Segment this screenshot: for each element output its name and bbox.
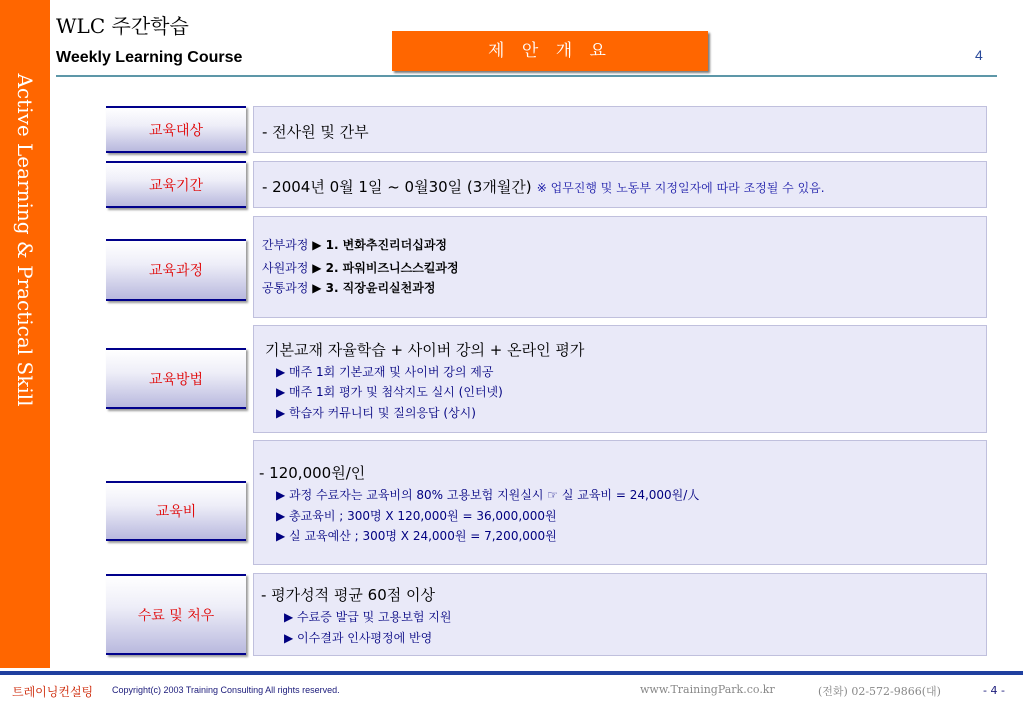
content-method xyxy=(253,325,987,433)
footer-url[interactable]: www.TrainingPark.co.kr xyxy=(640,683,775,696)
section-title-box: 제 안 개 요 xyxy=(392,31,708,71)
footer-copyright: Copyright(c) 2003 Training Consulting All rights reserved. xyxy=(112,685,340,695)
course-name: ▶ 1. 변화추진리더십과정 xyxy=(312,238,448,252)
method-item: ▶ 매주 1회 기본교재 및 사이버 강의 제공 xyxy=(276,365,494,379)
completion-item: ▶ 수료증 발급 및 고용보험 지원 xyxy=(284,610,452,624)
footer-brand: 트레이닝컨설팅 xyxy=(12,685,94,699)
course-name: ▶ 3. 직장윤리실천과정 xyxy=(312,281,436,295)
fee-headline: - 120,000원/인 xyxy=(259,464,366,482)
fee-item: ▶ 과정 수료자는 교육비의 80% 고용보험 지원실시 ☞ 실 교육비 = 24,000원/人 xyxy=(276,488,700,502)
course-item xyxy=(262,236,447,253)
footer-rule xyxy=(0,671,1023,675)
page-number: 4 xyxy=(975,47,983,63)
course-group: 사원과정 xyxy=(262,261,313,275)
page-subtitle: Weekly Learning Course xyxy=(56,49,243,66)
side-tagline: Active Learning & Practical Skill xyxy=(13,73,37,407)
period-main: - 2004년 0월 1일 ~ 0월30일 (3개월간) xyxy=(262,178,532,196)
content-target xyxy=(253,106,987,153)
method-item: ▶ 매주 1회 평가 및 첨삭지도 실시 (인터넷) xyxy=(276,385,503,399)
course-name: ▶ 2. 파워비즈니스스킬과정 xyxy=(312,261,459,275)
label-completion: 수료 및 처우 xyxy=(106,574,246,655)
content-completion xyxy=(253,573,987,656)
label-course: 교육과정 xyxy=(106,239,246,301)
content-period xyxy=(253,161,987,208)
course-group: 공통과정 xyxy=(262,281,313,295)
method-headline: 기본교재 자율학습 + 사이버 강의 + 온라인 평가 xyxy=(265,341,585,359)
completion-headline: - 평가성적 평균 60점 이상 xyxy=(261,586,435,604)
course-group: 간부과정 xyxy=(262,238,313,252)
course-item xyxy=(262,279,435,296)
content-fee xyxy=(253,440,987,565)
label-period: 교육기간 xyxy=(106,161,246,208)
method-item: ▶ 학습자 커뮤니티 및 질의응답 (상시) xyxy=(276,406,476,420)
fee-item: ▶ 총교육비 ; 300명 X 120,000원 = 36,000,000원 xyxy=(276,509,557,523)
footer-phone: (전화) 02-572-9866(대) xyxy=(818,685,941,698)
content-course xyxy=(253,216,987,318)
label-fee: 교육비 xyxy=(106,481,246,541)
label-method: 교육방법 xyxy=(106,348,246,409)
course-item xyxy=(262,259,459,276)
fee-item: ▶ 실 교육예산 ; 300명 X 24,000원 = 7,200,000원 xyxy=(276,529,557,543)
content-line: - 전사원 및 간부 xyxy=(262,123,369,141)
period-line xyxy=(262,176,825,197)
label-target: 교육대상 xyxy=(106,106,246,153)
footer-page-number: - 4 - xyxy=(983,684,1005,697)
header-divider xyxy=(56,75,997,77)
page-title: WLC 주간학습 xyxy=(56,14,189,38)
completion-item: ▶ 이수결과 인사평정에 반영 xyxy=(284,631,433,645)
period-note: ※ 업무진행 및 노동부 지정일자에 따라 조정될 수 있음. xyxy=(536,181,825,195)
